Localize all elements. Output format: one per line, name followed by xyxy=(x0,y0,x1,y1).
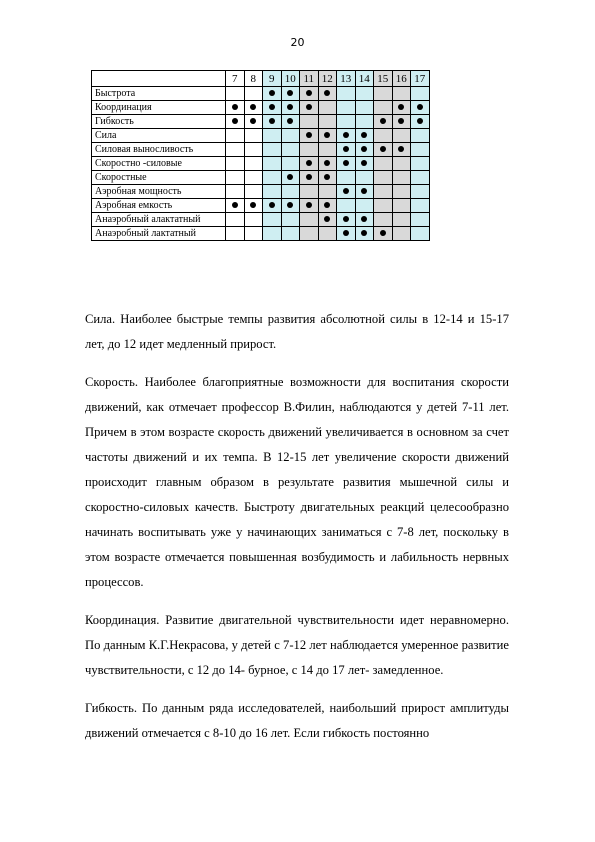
table-cell xyxy=(374,129,393,143)
table-cell xyxy=(226,157,245,171)
quality-label: Гибкость xyxy=(92,115,226,129)
table-cell xyxy=(411,143,430,157)
dot-marker xyxy=(232,118,238,124)
dot-marker xyxy=(306,104,312,110)
table-cell xyxy=(281,101,300,115)
table-cell xyxy=(392,199,411,213)
table-cell xyxy=(226,227,245,241)
table-cell xyxy=(244,115,263,129)
table-cell xyxy=(244,143,263,157)
table-cell xyxy=(318,129,337,143)
table-cell xyxy=(355,227,374,241)
table-cell xyxy=(281,129,300,143)
table-cell xyxy=(244,157,263,171)
dot-marker xyxy=(324,202,330,208)
dot-marker xyxy=(343,230,349,236)
table-cell xyxy=(411,213,430,227)
dot-marker xyxy=(380,146,386,152)
dot-marker xyxy=(324,216,330,222)
dot-marker xyxy=(343,132,349,138)
dot-marker xyxy=(343,216,349,222)
paragraph: Скорость. Наиболее благоприятные возможности для воспитания скорости движений, как отмечает профессор В.Филин, наблюдаются у детей 7-11 лет. Причем в этом возрасте скорость движений увеличивается в основном за счет частоты движений и их темпа. В 12-15 лет увеличение скорости движений происходит главным образом в результате развития мышечной силы и скоростно-силовых качеств. Быстроту двигательных реакций целесообразно начинать воспитывать уже у начинающих заниматься с 7-8 лет, поскольку в этом возрасте отмечается повышенная возбудимость и лабильность нервных процессов. xyxy=(85,375,509,589)
table-cell xyxy=(226,171,245,185)
table-cell xyxy=(244,171,263,185)
table-cell xyxy=(355,101,374,115)
age-column-header: 11 xyxy=(300,71,319,87)
table-cell xyxy=(392,171,411,185)
table-cell xyxy=(374,115,393,129)
table-row xyxy=(92,213,430,227)
age-column-header: 9 xyxy=(263,71,282,87)
dot-marker xyxy=(361,230,367,236)
table-cell xyxy=(226,199,245,213)
table-cell xyxy=(355,213,374,227)
table-cell xyxy=(226,115,245,129)
table-cell xyxy=(392,157,411,171)
paragraph: Координация. Развитие двигательной чувствительности идет неравномерно. По данным К.Г.Некрасова, у детей с 7-12 лет наблюдается умеренное развитие чувствительности, с 12 до 14- бурное, с 14 до 17 лет- замедленное. xyxy=(85,613,509,677)
table-cell xyxy=(318,87,337,101)
table-cell xyxy=(411,199,430,213)
table-row xyxy=(92,129,430,143)
table-cell xyxy=(244,87,263,101)
dot-marker xyxy=(324,160,330,166)
table-cell xyxy=(318,213,337,227)
table-cell xyxy=(374,87,393,101)
table-cell xyxy=(355,143,374,157)
dot-marker xyxy=(306,174,312,180)
table-row xyxy=(92,171,430,185)
table-cell xyxy=(318,185,337,199)
table-header-row xyxy=(92,71,430,87)
dot-marker xyxy=(306,90,312,96)
dot-marker xyxy=(324,90,330,96)
dot-marker xyxy=(324,132,330,138)
table-cell xyxy=(411,157,430,171)
age-column-header: 13 xyxy=(337,71,356,87)
age-column-header: 15 xyxy=(374,71,393,87)
paragraph: Сила. Наиболее быстрые темпы развития абсолютной силы в 12-14 и 15-17 лет, до 12 идет медленный прирост. xyxy=(85,312,509,351)
table-cell xyxy=(263,115,282,129)
table-cell xyxy=(263,199,282,213)
table-cell xyxy=(337,101,356,115)
table-cell xyxy=(318,171,337,185)
dot-marker xyxy=(343,188,349,194)
table-cell xyxy=(263,171,282,185)
table-cell xyxy=(355,157,374,171)
age-column-header: 10 xyxy=(281,71,300,87)
table-cell xyxy=(318,157,337,171)
dot-marker xyxy=(269,104,275,110)
table-cell xyxy=(337,185,356,199)
table-cell xyxy=(318,115,337,129)
table-cell xyxy=(226,213,245,227)
table-row xyxy=(92,199,430,213)
dot-marker xyxy=(250,118,256,124)
quality-label: Анаэробный алактатный xyxy=(92,213,226,227)
dot-marker xyxy=(287,174,293,180)
dot-marker xyxy=(343,146,349,152)
table-cell xyxy=(411,227,430,241)
table-cell xyxy=(244,185,263,199)
table-cell xyxy=(374,157,393,171)
table-row xyxy=(92,101,430,115)
table-cell xyxy=(411,171,430,185)
body-text xyxy=(85,307,509,759)
table-cell xyxy=(411,129,430,143)
table-cell xyxy=(355,185,374,199)
table-cell xyxy=(355,87,374,101)
quality-label: Скоростные xyxy=(92,171,226,185)
table-cell xyxy=(281,157,300,171)
table-cell xyxy=(411,87,430,101)
table-cell xyxy=(300,185,319,199)
dot-marker xyxy=(269,202,275,208)
table-cell xyxy=(374,213,393,227)
dot-marker xyxy=(269,118,275,124)
table-cell xyxy=(281,227,300,241)
table-cell xyxy=(244,213,263,227)
table-cell xyxy=(300,213,319,227)
table-cell xyxy=(300,87,319,101)
table-cell xyxy=(300,101,319,115)
table-cell xyxy=(300,115,319,129)
table-cell xyxy=(263,157,282,171)
table-cell xyxy=(226,185,245,199)
age-column-header: 8 xyxy=(244,71,263,87)
age-development-table xyxy=(91,70,430,241)
table-cell xyxy=(392,87,411,101)
table-cell xyxy=(263,143,282,157)
dot-marker xyxy=(250,202,256,208)
table-cell xyxy=(337,157,356,171)
table-cell xyxy=(281,199,300,213)
table-cell xyxy=(337,171,356,185)
table-cell xyxy=(337,129,356,143)
dot-marker xyxy=(398,146,404,152)
table-cell xyxy=(263,185,282,199)
dot-marker xyxy=(232,202,238,208)
dot-marker xyxy=(232,104,238,110)
table-cell xyxy=(226,143,245,157)
dot-marker xyxy=(361,132,367,138)
table-cell xyxy=(300,143,319,157)
dot-marker xyxy=(287,90,293,96)
quality-label: Сила xyxy=(92,129,226,143)
dot-marker xyxy=(417,118,423,124)
age-column-header: 7 xyxy=(226,71,245,87)
table-cell xyxy=(411,115,430,129)
dot-marker xyxy=(306,202,312,208)
table-row xyxy=(92,157,430,171)
dot-marker xyxy=(380,118,386,124)
table-cell xyxy=(263,101,282,115)
table-cell xyxy=(355,199,374,213)
table-cell xyxy=(411,101,430,115)
quality-label: Быстрота xyxy=(92,87,226,101)
quality-label: Аэробная емкость xyxy=(92,199,226,213)
table-cell xyxy=(263,129,282,143)
dot-marker xyxy=(250,104,256,110)
table-cell xyxy=(300,199,319,213)
table-cell xyxy=(411,185,430,199)
dot-marker xyxy=(398,118,404,124)
table-cell xyxy=(337,87,356,101)
table-cell xyxy=(355,129,374,143)
table-cell xyxy=(300,171,319,185)
table-cell xyxy=(318,143,337,157)
table-cell xyxy=(355,171,374,185)
table-cell xyxy=(392,213,411,227)
age-column-header: 14 xyxy=(355,71,374,87)
dot-marker xyxy=(417,104,423,110)
age-column-header: 17 xyxy=(411,71,430,87)
table-cell xyxy=(281,185,300,199)
table-cell xyxy=(226,129,245,143)
table-cell xyxy=(226,101,245,115)
table-cell xyxy=(263,213,282,227)
dot-marker xyxy=(287,202,293,208)
table-cell xyxy=(300,227,319,241)
table-cell xyxy=(281,115,300,129)
dot-marker xyxy=(343,160,349,166)
table-cell xyxy=(263,227,282,241)
table-cell xyxy=(318,227,337,241)
table-row xyxy=(92,115,430,129)
table-cell xyxy=(374,199,393,213)
table-cell xyxy=(392,185,411,199)
dot-marker xyxy=(287,118,293,124)
dot-marker xyxy=(380,230,386,236)
table-cell xyxy=(244,129,263,143)
paragraph: Гибкость. По данным ряда исследователей, наибольший прирост амплитуды движений отмечается с 8-10 до 16 лет. Если гибкость постоянно xyxy=(85,701,509,740)
table-row xyxy=(92,143,430,157)
table-row xyxy=(92,185,430,199)
quality-label: Координация xyxy=(92,101,226,115)
table-cell xyxy=(337,143,356,157)
table-cell xyxy=(374,143,393,157)
table-cell xyxy=(337,199,356,213)
page-number: 20 xyxy=(290,36,305,49)
dot-marker xyxy=(306,132,312,138)
table-cell xyxy=(392,115,411,129)
table-cell xyxy=(392,227,411,241)
table-row xyxy=(92,227,430,241)
quality-label: Силовая выносливость xyxy=(92,143,226,157)
table-corner-cell xyxy=(92,71,226,87)
dot-marker xyxy=(324,174,330,180)
table-cell xyxy=(244,199,263,213)
table-cell xyxy=(281,213,300,227)
table-cell xyxy=(392,143,411,157)
table-cell xyxy=(374,171,393,185)
table-cell xyxy=(281,143,300,157)
table-cell xyxy=(318,199,337,213)
age-column-header: 16 xyxy=(392,71,411,87)
dot-marker xyxy=(269,90,275,96)
dot-marker xyxy=(361,146,367,152)
table-cell xyxy=(281,171,300,185)
table-cell xyxy=(392,129,411,143)
table-row xyxy=(92,87,430,101)
quality-label: Аэробная мощность xyxy=(92,185,226,199)
table-cell xyxy=(337,115,356,129)
table-cell xyxy=(244,227,263,241)
dot-marker xyxy=(361,188,367,194)
table-cell xyxy=(374,101,393,115)
quality-label: Анаэробный лактатный xyxy=(92,227,226,241)
dot-marker xyxy=(361,160,367,166)
table-cell xyxy=(374,227,393,241)
table-cell xyxy=(244,101,263,115)
table-cell xyxy=(337,227,356,241)
table-cell xyxy=(226,87,245,101)
dot-marker xyxy=(287,104,293,110)
table-cell xyxy=(281,87,300,101)
table-cell xyxy=(392,101,411,115)
table-cell xyxy=(263,87,282,101)
table-cell xyxy=(337,213,356,227)
age-column-header: 12 xyxy=(318,71,337,87)
dot-marker xyxy=(306,160,312,166)
table-cell xyxy=(374,185,393,199)
dot-marker xyxy=(361,216,367,222)
table-cell xyxy=(300,129,319,143)
dot-marker xyxy=(398,104,404,110)
table-cell xyxy=(355,115,374,129)
quality-label: Скоростно -силовые xyxy=(92,157,226,171)
table-cell xyxy=(318,101,337,115)
table-cell xyxy=(300,157,319,171)
